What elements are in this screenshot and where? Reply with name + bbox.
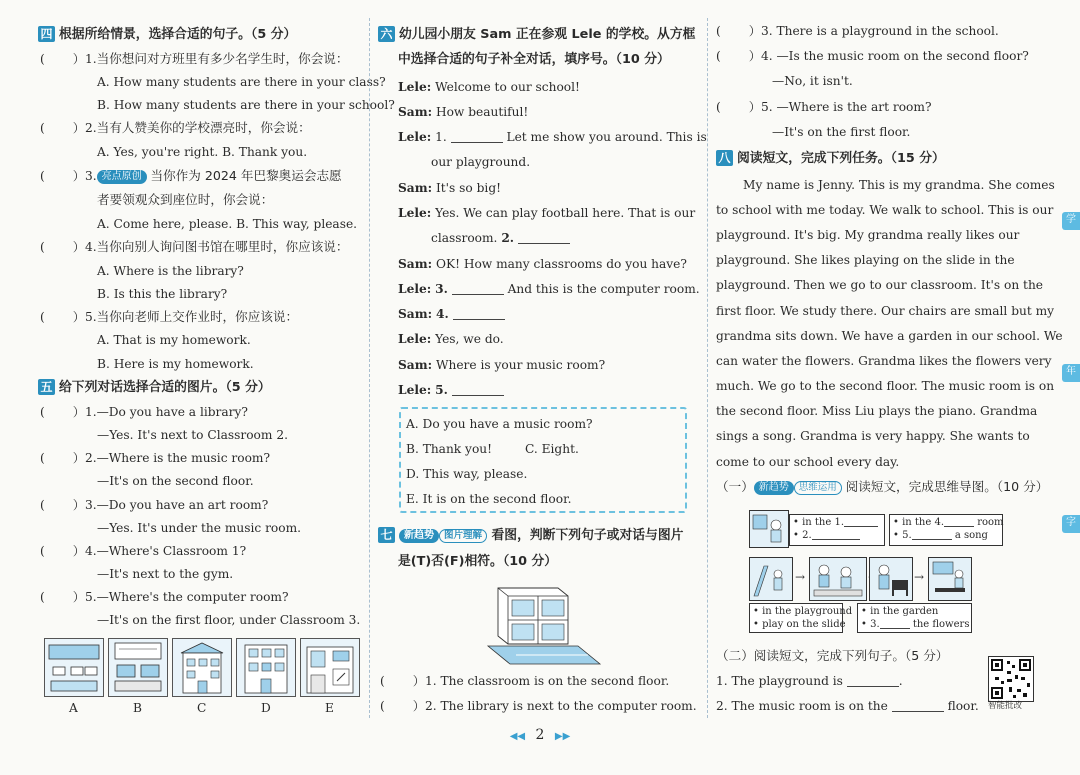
- picture-label-d: D: [261, 701, 271, 715]
- picture-label-b: B: [133, 701, 142, 715]
- passage-line-11: sings a song. Grandma is very happy. She wants to: [716, 429, 1030, 443]
- mindmap-box-2: • in the 4. room • 5. a song: [889, 514, 1003, 546]
- passage-line-10: the second floor. Miss Liu plays the piano. Grandma: [716, 404, 1038, 418]
- q4-3-cont: 者要领观众到座位时，你会说：: [97, 192, 274, 207]
- passage-line-7: grandma sits down. We have a garden in our school. We: [716, 329, 1063, 343]
- dialog-line-9: Lele: Yes, we do.: [398, 332, 504, 346]
- passage-line-5: playground. Then we go to our classroom. It's on the: [716, 278, 1044, 292]
- q5-1-answer: —Yes. It's next to Classroom 2.: [97, 428, 288, 442]
- option-e: E. It is on the second floor.: [406, 492, 572, 506]
- blank-1[interactable]: [451, 130, 503, 143]
- q5-2-answer: —It's on the second floor.: [97, 474, 254, 488]
- option-c: C. Eight.: [525, 442, 579, 456]
- q4-1: ( ）1.当你想问对方班里有多少名学生时，你会说：: [40, 51, 349, 66]
- q8-1: 1. The playground is .: [716, 674, 903, 688]
- dialog-line-4: Sam: It's so big!: [398, 181, 502, 195]
- dialog-line-11: Lele: 5.: [398, 382, 504, 398]
- part-1-tag-1: 新趋势: [754, 481, 794, 495]
- section-5-title: 给下列对话选择合适的图片。（5 分）: [59, 380, 271, 395]
- section-7-title-2: 是(T)否(F)相符。（10 分）: [398, 554, 558, 569]
- next-page-icon: ▶▶: [554, 731, 571, 742]
- q5-4-answer: —It's next to the gym.: [97, 567, 234, 581]
- section-6-title-2: 中选择合适的句子补全对话，填序号。（10 分）: [398, 52, 670, 67]
- passage-line-4: playground. She likes playing on the slide in the: [716, 253, 1015, 267]
- section-7-tag-2: 图片理解: [439, 529, 487, 543]
- section-6-header: [378, 26, 695, 43]
- qr-label: 智能批改: [988, 701, 1023, 711]
- q4-2: ( ）2.当有人赞美你的学校漂亮时，你会说：: [40, 120, 311, 135]
- q8-2-blank[interactable]: [892, 699, 944, 712]
- passage-line-1: My name is Jenny. This is my grandma. She comes: [743, 178, 1055, 192]
- part-2-title: （二）阅读短文，完成下列句子。（5 分）: [716, 648, 949, 663]
- blank-2[interactable]: [518, 231, 570, 244]
- q8-1-blank[interactable]: [847, 674, 899, 687]
- edge-tab-1: 学: [1062, 212, 1080, 230]
- q5-4: ( ）4.—Where's Classroom 1?: [40, 544, 247, 558]
- picture-label-c: C: [197, 701, 207, 715]
- q7-5-answer: —It's on the first floor.: [772, 125, 911, 139]
- dialog-line-6: Sam: OK! How many classrooms do you have?: [398, 257, 687, 271]
- section-7-tag-1: 新趋势: [399, 529, 439, 543]
- dialog-line-8: Sam: 4.: [398, 306, 505, 322]
- picture-label-e: E: [325, 701, 334, 715]
- dialog-line-3: Lele: 1. Let me show you around. This is: [398, 130, 707, 144]
- q7-1: ( ）1. The classroom is on the second floor.: [380, 674, 670, 688]
- part-1-title: 阅读短文，完成思维导图。（10 分）: [845, 479, 1049, 494]
- picture-label-a: A: [69, 701, 78, 715]
- mindmap-image-classroom: [928, 557, 972, 601]
- q4-1-option-b: B. How many students are there in your school?: [97, 98, 395, 112]
- blank-3[interactable]: [452, 282, 504, 295]
- mindmap-box-1: • in the 1. • 2.: [789, 514, 885, 546]
- q4-1-option-a: A. How many students are there in your class?: [97, 75, 386, 89]
- section-4-number: 四: [38, 26, 55, 42]
- section-4-title: 根据所给情景，选择合适的句子。（5 分）: [59, 27, 297, 42]
- q5-3-answer: —Yes. It's under the music room.: [97, 521, 302, 535]
- option-d: D. This way, please.: [406, 467, 528, 481]
- picture-c: [172, 638, 232, 697]
- column-divider-1: [369, 18, 370, 718]
- mindmap-image-top: [749, 510, 789, 548]
- picture-d: [236, 638, 296, 697]
- q4-4-option-a: A. Where is the library?: [97, 264, 244, 278]
- blank-5[interactable]: [452, 383, 504, 396]
- q5-1: ( ）1.—Do you have a library?: [40, 405, 248, 419]
- blank-4[interactable]: [453, 307, 505, 320]
- section-6-number: 六: [378, 26, 395, 42]
- q4-5: ( ）5.当你向老师上交作业时，你应该说：: [40, 309, 299, 324]
- school-building-illustration: [468, 580, 618, 668]
- picture-a: [44, 638, 104, 697]
- edge-tab-3: 字: [1062, 515, 1080, 533]
- q5-2: ( ）2.—Where is the music room?: [40, 451, 270, 465]
- section-8-title: 阅读短文，完成下列任务。（15 分）: [737, 151, 945, 166]
- section-7-title-1: 看图，判断下列句子或对话与图片: [491, 528, 684, 543]
- passage-line-6: first floor. We study there. Our chairs are small but my: [716, 304, 1055, 318]
- mindmap-image-garden: [809, 557, 867, 601]
- q5-3: ( ）3.—Do you have an art room?: [40, 498, 269, 512]
- dialog-line-10: Sam: Where is your music room?: [398, 358, 606, 372]
- q4-4-option-b: B. Is this the library?: [97, 287, 228, 301]
- q5-5-answer: —It's on the first floor, under Classroom 3.: [97, 613, 361, 627]
- q4-3: ( ）3. 亮点原创 当你作为 2024 年巴黎奥运会志愿: [40, 168, 342, 183]
- arrow-3: →: [914, 570, 925, 584]
- dialog-line-3-cont: our playground.: [431, 155, 531, 169]
- q4-2-options: A. Yes, you're right. B. Thank you.: [97, 145, 308, 159]
- mindmap-box-4: • in the garden • 3. the flowers: [857, 603, 972, 633]
- q7-4: ( ）4. —Is the music room on the second floor?: [716, 49, 1029, 63]
- section-5-header: [38, 379, 271, 396]
- q7-3: ( ）3. There is a playground in the school.: [716, 24, 999, 38]
- q4-5-option-a: A. That is my homework.: [97, 333, 251, 347]
- q8-2: 2. The music room is on the floor.: [716, 699, 979, 713]
- passage-line-9: much. We go to the second floor. The music room is on: [716, 379, 1055, 393]
- q7-4-answer: —No, it isn't.: [772, 74, 853, 88]
- section-7-number: 七: [378, 527, 395, 543]
- page-number: ◀◀ 2 ▶▶: [509, 727, 571, 743]
- section-8-header: [716, 150, 945, 167]
- column-divider-2: [707, 18, 708, 718]
- q4-5-option-b: B. Here is my homework.: [97, 357, 254, 371]
- dialog-line-5: Lele: Yes. We can play football here. That is our: [398, 206, 696, 220]
- mindmap-box-3: • in the playground • play on the slide: [749, 603, 843, 633]
- q4-3-options: A. Come here, please. B. This way, please.: [97, 217, 358, 231]
- dialog-line-5-cont: classroom. 2.: [431, 230, 570, 246]
- passage-line-2: to school with me today. We walk to school. This is our: [716, 203, 1054, 217]
- passage-line-8: can water the flowers. Grandma likes the flowers very: [716, 354, 1052, 368]
- section-8-number: 八: [716, 150, 733, 166]
- q7-5: ( ）5. —Where is the art room?: [716, 100, 932, 114]
- q7-2: ( ）2. The library is next to the computer room.: [380, 699, 697, 713]
- part-1-tag-2: 思维运用: [794, 481, 842, 495]
- prev-page-icon: ◀◀: [509, 731, 526, 742]
- arrow-1: →: [795, 570, 806, 584]
- passage-line-12: come to our school every day.: [716, 455, 900, 469]
- mindmap-image-playground: [749, 557, 793, 601]
- part-1-header: （一） 新趋势 思维运用 阅读短文，完成思维导图。（10 分）: [716, 479, 1049, 494]
- section-7-header: [378, 527, 683, 544]
- picture-e: [300, 638, 360, 697]
- qr-code[interactable]: [988, 656, 1034, 702]
- picture-b: [108, 638, 168, 697]
- option-b: B. Thank you!: [406, 442, 493, 456]
- highlight-tag: 亮点原创: [97, 170, 147, 184]
- edge-tab-2: 年: [1062, 364, 1080, 382]
- q4-4: ( ）4.当你向别人询问图书馆在哪里时，你应该说：: [40, 239, 349, 254]
- dialog-line-2: Sam: How beautiful!: [398, 105, 529, 119]
- q5-5: ( ）5.—Where's the computer room?: [40, 590, 289, 604]
- dialog-line-7: Lele: 3. And this is the computer room.: [398, 282, 700, 296]
- section-4-header: [38, 26, 296, 43]
- mindmap-image-music: [869, 557, 913, 601]
- passage-line-3: playground. It's big. My grandma really likes our: [716, 228, 1020, 242]
- section-6-title-1: 幼儿园小朋友 Sam 正在参观 Lele 的学校。从方框: [399, 27, 696, 42]
- section-5-number: 五: [38, 379, 55, 395]
- dialog-line-1: Lele: Welcome to our school!: [398, 80, 580, 94]
- option-a: A. Do you have a music room?: [406, 417, 593, 431]
